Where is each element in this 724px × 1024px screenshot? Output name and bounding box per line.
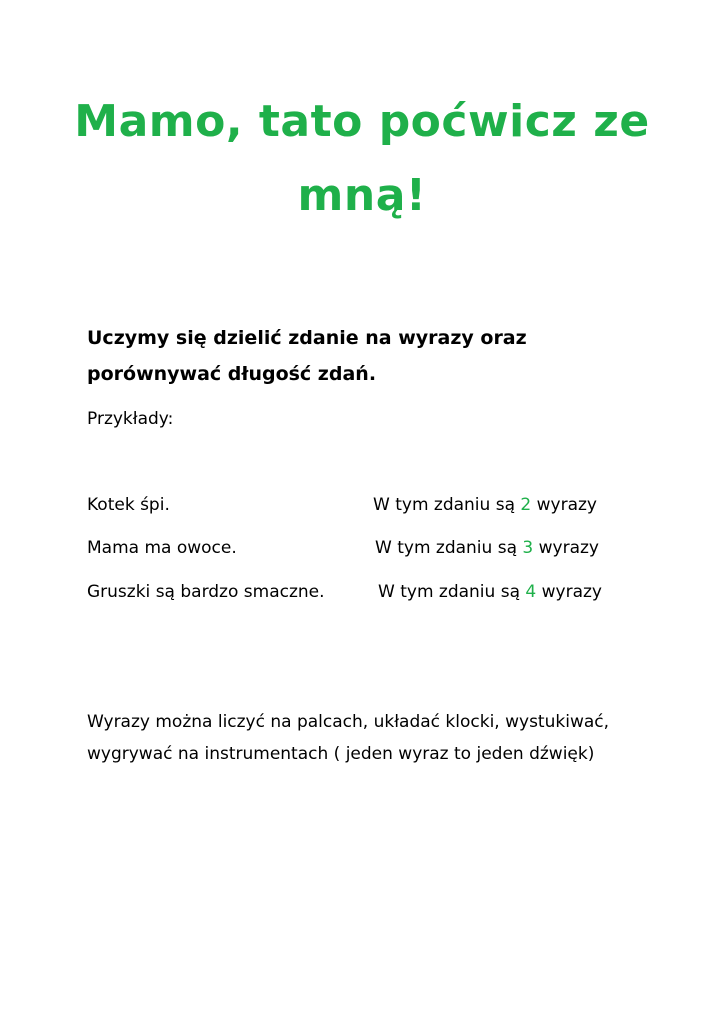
example-sentence: Gruszki są bardzo smaczne. <box>87 582 325 602</box>
count-suffix: wyrazy <box>536 495 597 515</box>
example-sentence: Kotek śpi. <box>87 495 170 515</box>
tips-line-2: wygrywać na instrumentach ( jeden wyraz to jeden dźwięk) <box>87 744 595 764</box>
count-suffix: wyrazy <box>541 582 602 602</box>
count-number: 4 <box>525 582 537 602</box>
title-line-1: Mamo, tato poćwicz ze <box>74 96 650 147</box>
example-word-count <box>378 580 602 604</box>
example-word-count <box>373 493 597 517</box>
count-number: 3 <box>522 538 534 558</box>
intro-line-1: Uczymy się dzielić zdanie na wyrazy oraz <box>87 327 527 349</box>
tips-line-1: Wyrazy można liczyć na palcach, układać klocki, wystukiwać, <box>87 712 610 732</box>
intro-line-2: porównywać długość zdań. <box>87 363 377 385</box>
count-prefix: W tym zdaniu są <box>375 538 517 558</box>
example-sentence: Mama ma owoce. <box>87 538 237 558</box>
count-number: 2 <box>520 495 532 515</box>
examples-label: Przykłady: <box>87 409 174 429</box>
count-suffix: wyrazy <box>538 538 599 558</box>
title-line-2: mną! <box>297 170 427 221</box>
count-prefix: W tym zdaniu są <box>378 582 520 602</box>
example-word-count <box>375 536 599 560</box>
count-prefix: W tym zdaniu są <box>373 495 515 515</box>
